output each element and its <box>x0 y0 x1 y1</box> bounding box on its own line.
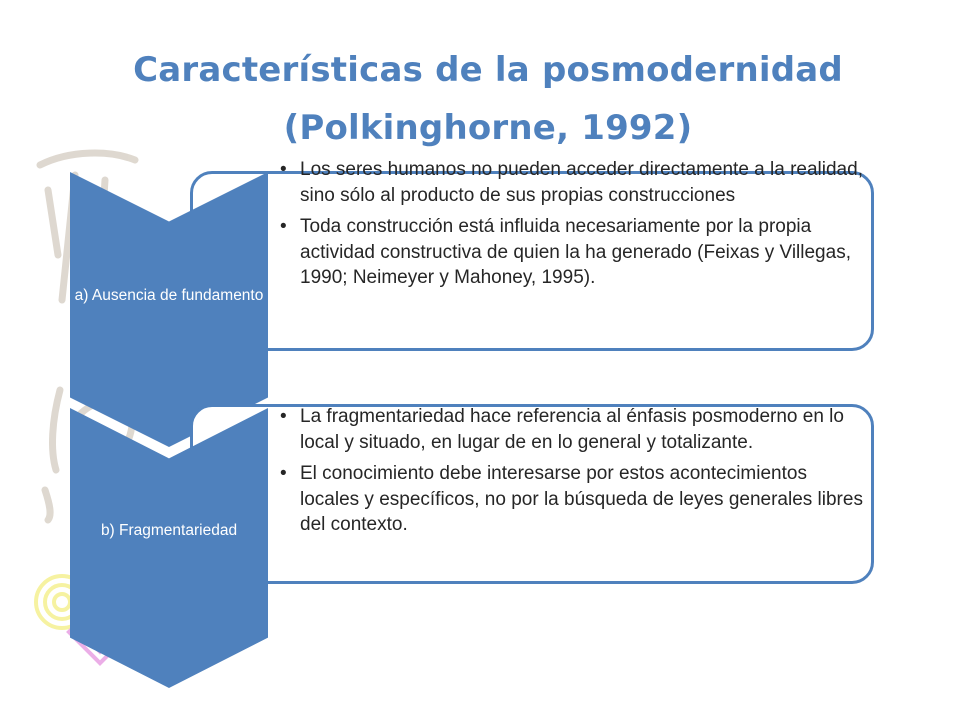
slide-title: Características de la posmodernidad <box>133 50 843 90</box>
bullet-text: La fragmentariedad hace referencia al énfasis posmoderno en lo local y situado, en lugar de en lo general y totalizante. <box>300 406 844 453</box>
chevron-shape-2 <box>70 408 268 688</box>
section-label-2: b) Fragmentariedad <box>100 522 238 539</box>
bullet-list-2 <box>276 404 866 544</box>
bullet-icon: • <box>280 216 287 237</box>
bullet-list-1 <box>276 157 866 297</box>
bullet-item <box>276 214 866 291</box>
bullet-item <box>276 404 866 455</box>
bullet-item <box>276 461 866 538</box>
bullet-text: Toda construcción está influida necesariamente por la propia actividad constructiva de quien la ha generado (Feixas y Villegas, 1990; Neimeyer y Mahoney, 1995). <box>300 216 851 288</box>
bullet-icon: • <box>280 159 287 180</box>
bullet-item <box>276 157 866 208</box>
bullet-icon: • <box>280 463 287 484</box>
bullet-text: Los seres humanos no pueden acceder directamente a la realidad, sino sólo al producto de sus propias construcciones <box>300 159 863 206</box>
section-label-1: a) Ausencia de fundamento <box>74 287 264 304</box>
bullet-icon: • <box>280 406 287 427</box>
slide-subtitle-citation: (Polkinghorne, 1992) <box>283 108 693 148</box>
bullet-text: El conocimiento debe interesarse por estos acontecimientos locales y específicos, no por la búsqueda de leyes generales libres del contexto. <box>300 463 863 535</box>
